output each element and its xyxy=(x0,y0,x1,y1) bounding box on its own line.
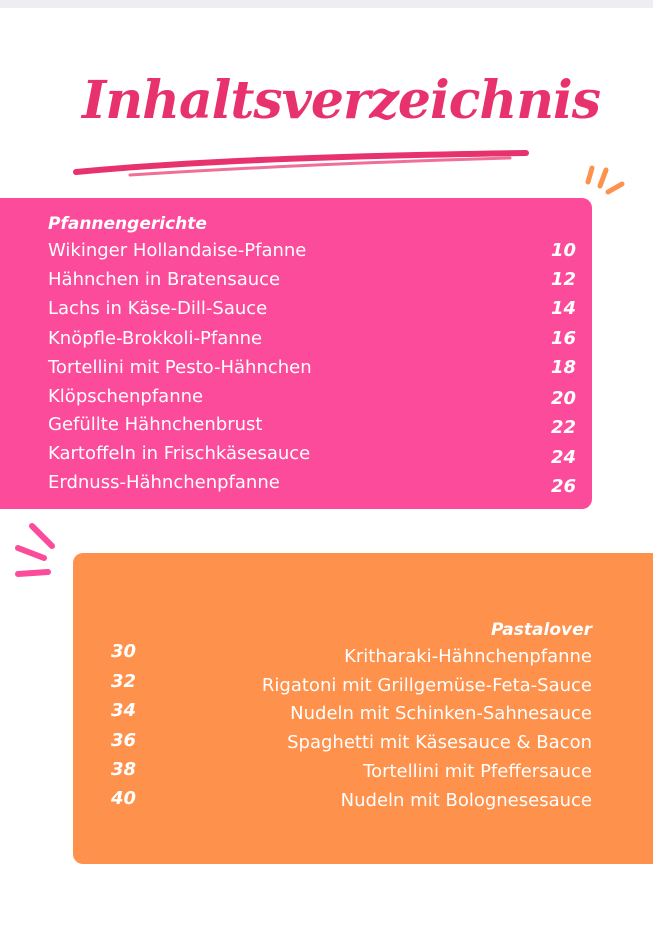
toc-entry-page: 16 xyxy=(550,328,576,349)
toc-entry-title: Gefüllte Hähnchenbrust xyxy=(48,414,263,435)
toc-entry-page: 26 xyxy=(550,476,576,497)
top-strip xyxy=(0,0,653,8)
toc-entry-title: Klöpschenpfanne xyxy=(48,386,204,407)
toc-entry-title: Spaghetti mit Käsesauce & Bacon xyxy=(287,732,592,753)
section-pastalover xyxy=(73,553,653,864)
toc-entry-page: 14 xyxy=(550,298,576,319)
toc-entry-page: 34 xyxy=(111,700,137,721)
toc-entry-title: Nudeln mit Bolognesesauce xyxy=(340,790,592,811)
toc-entry-title: Tortellini mit Pesto-Hähnchen xyxy=(48,357,312,378)
toc-entry-title: Tortellini mit Pfeffersauce xyxy=(363,761,592,782)
toc-entry-page: 36 xyxy=(111,730,137,751)
toc-entry-page: 10 xyxy=(550,240,576,261)
toc-entry-title: Lachs in Käse-Dill-Sauce xyxy=(48,298,268,319)
toc-entry-page: 22 xyxy=(550,417,576,438)
toc-entry-page: 30 xyxy=(111,641,137,662)
toc-entry-title: Kritharaki-Hähnchenpfanne xyxy=(344,646,592,667)
page-title: Inhaltsverzeichnis xyxy=(82,70,601,131)
toc-entry-title: Kartoffeln in Frischkäsesauce xyxy=(48,443,311,464)
toc-entry-page: 40 xyxy=(111,788,137,809)
section-heading: Pastalover xyxy=(490,620,592,640)
toc-entry-title: Hähnchen in Bratensauce xyxy=(48,269,281,290)
toc-entry-title: Erdnuss-Hähnchenpfanne xyxy=(48,472,280,493)
toc-entry-title: Rigatoni mit Grillgemüse-Feta-Sauce xyxy=(261,675,592,696)
toc-entry-title: Nudeln mit Schinken-Sahnesauce xyxy=(290,703,592,724)
toc-entry-page: 18 xyxy=(550,357,576,378)
toc-entry-page: 38 xyxy=(111,759,137,780)
section-heading: Pfannengerichte xyxy=(48,214,207,234)
pink-sparkle-icon xyxy=(8,518,64,584)
orange-sparkle-icon xyxy=(578,160,628,200)
toc-entry-page: 20 xyxy=(550,388,576,409)
toc-entry-page: 12 xyxy=(550,269,576,290)
toc-entry-page: 32 xyxy=(111,671,137,692)
section-pfannengerichte xyxy=(0,198,592,509)
toc-entry-title: Knöpfle-Brokkoli-Pfanne xyxy=(48,328,263,349)
toc-entry-title: Wikinger Hollandaise-Pfanne xyxy=(48,240,307,261)
toc-entry-page: 24 xyxy=(550,447,576,468)
title-underline xyxy=(70,148,530,182)
